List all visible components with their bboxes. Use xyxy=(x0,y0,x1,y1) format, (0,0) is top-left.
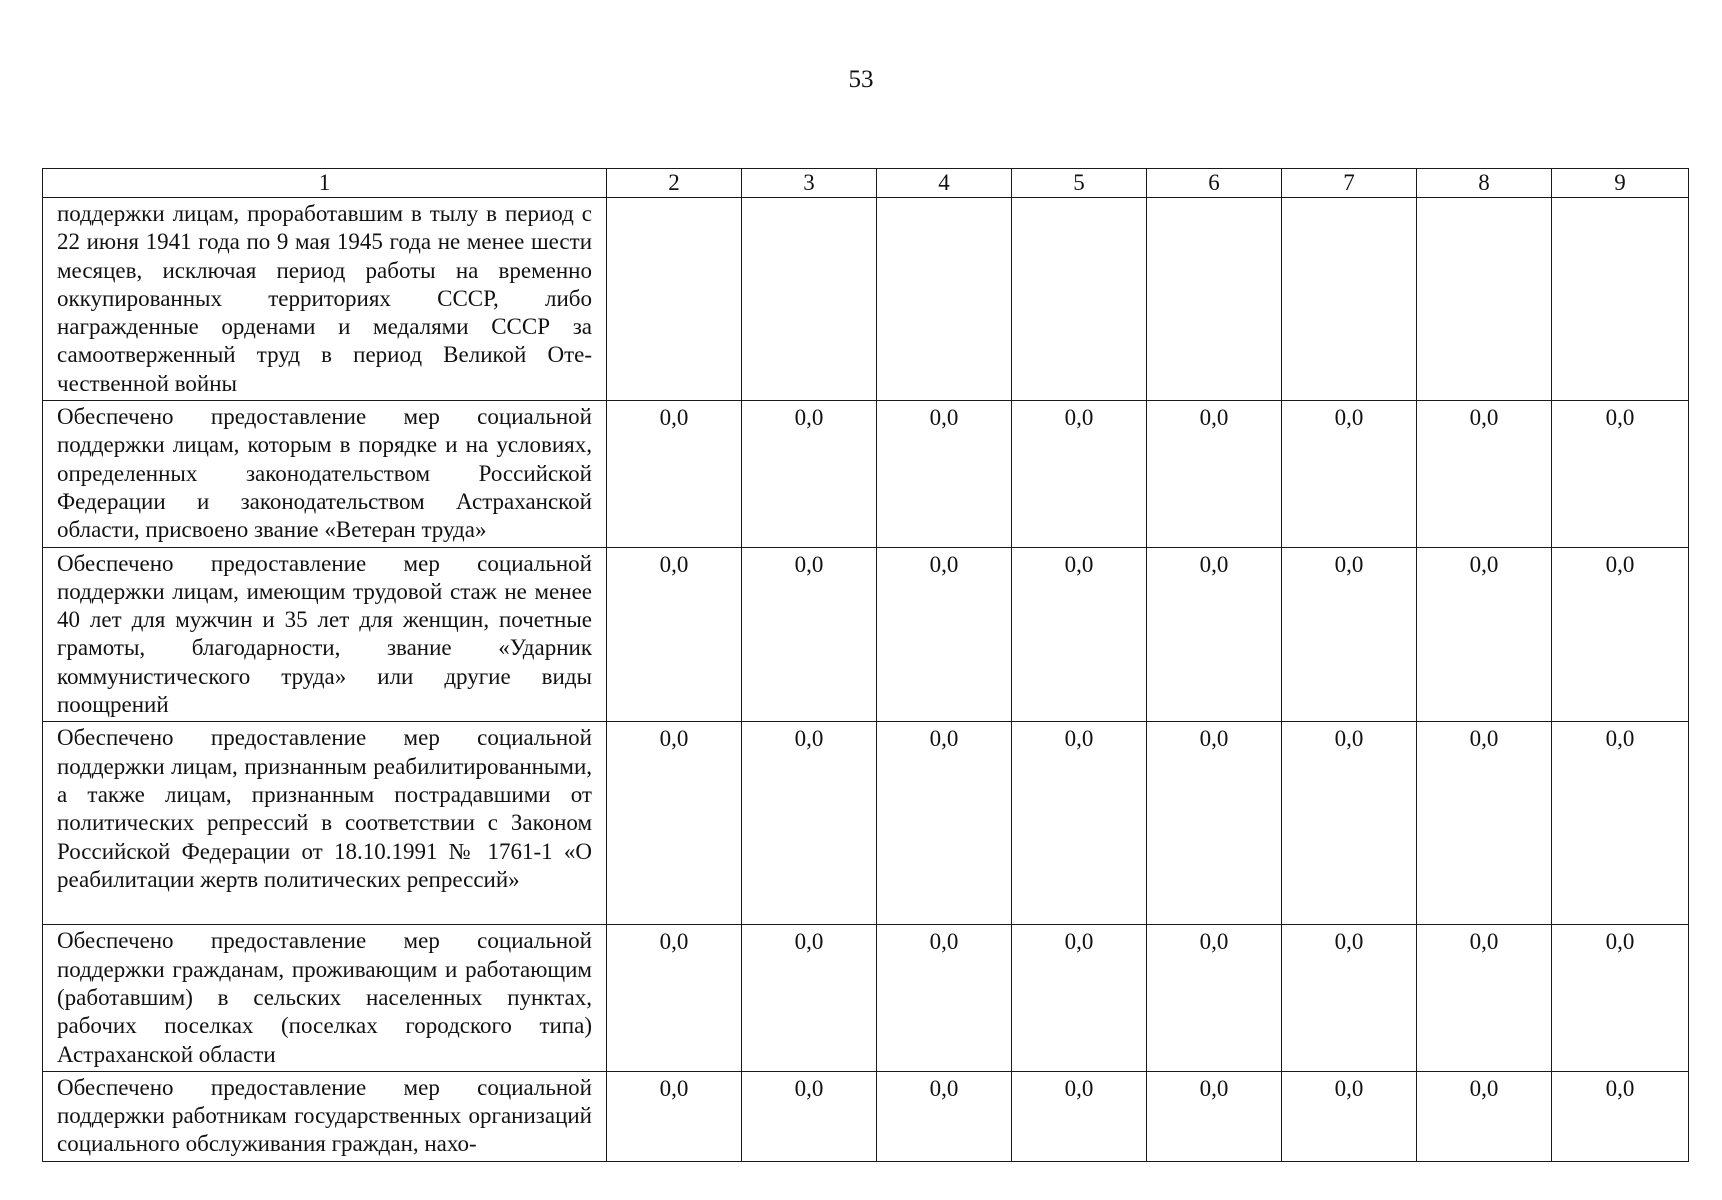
row-description: Обеспечено предоставление мер социальной поддержки работникам государственных организаций социального обслуживания граждан, нахо- xyxy=(43,1071,607,1161)
value-cell xyxy=(607,198,742,401)
value-cell xyxy=(1417,198,1552,401)
value-cell: 0,0 xyxy=(607,401,742,547)
value-cell: 0,0 xyxy=(1012,401,1147,547)
value-cell: 0,0 xyxy=(607,1071,742,1161)
page-number: 53 xyxy=(848,66,874,93)
table-row xyxy=(43,547,1689,722)
value-cell: 0,0 xyxy=(1552,925,1689,1071)
value-cell: 0,0 xyxy=(1417,401,1552,547)
column-header: 2 xyxy=(607,169,742,198)
table-row xyxy=(43,925,1689,1071)
value-cell: 0,0 xyxy=(742,1071,877,1161)
value-cell: 0,0 xyxy=(607,547,742,722)
table-row xyxy=(43,1071,1689,1161)
value-cell: 0,0 xyxy=(877,401,1012,547)
table-row xyxy=(43,722,1689,925)
value-cell: 0,0 xyxy=(742,547,877,722)
value-cell: 0,0 xyxy=(1552,1071,1689,1161)
value-cell: 0,0 xyxy=(1417,547,1552,722)
column-header: 1 xyxy=(43,169,607,198)
value-cell: 0,0 xyxy=(877,925,1012,1071)
value-cell: 0,0 xyxy=(1552,722,1689,925)
value-cell: 0,0 xyxy=(742,401,877,547)
column-header: 5 xyxy=(1012,169,1147,198)
data-table xyxy=(42,168,1689,1162)
row-description: Обеспечено предоставление мер социальной поддержки лицам, которым в порядке и на условиях, определенных законодательством Российской Федерации и законодательством Астраханской области, присвоено звание «Ветеран труда» xyxy=(43,401,607,547)
table-header-row xyxy=(43,169,1689,198)
value-cell: 0,0 xyxy=(1282,547,1417,722)
value-cell: 0,0 xyxy=(1417,1071,1552,1161)
value-cell xyxy=(742,198,877,401)
value-cell: 0,0 xyxy=(1552,547,1689,722)
value-cell xyxy=(1147,198,1282,401)
row-description: Обеспечено предоставление мер социальной поддержки гражданам, проживающим и работающим (работавшим) в сельских населенных пунктах, рабочих поселках (поселках городского типа) Астраханской области xyxy=(43,925,607,1071)
value-cell: 0,0 xyxy=(877,547,1012,722)
table-row xyxy=(43,198,1689,401)
column-header: 6 xyxy=(1147,169,1282,198)
value-cell xyxy=(1552,198,1689,401)
value-cell: 0,0 xyxy=(1012,722,1147,925)
value-cell: 0,0 xyxy=(1147,547,1282,722)
value-cell: 0,0 xyxy=(607,925,742,1071)
table-row xyxy=(43,401,1689,547)
row-description: Обеспечено предоставление мер социальной поддержки лицам, имеющим трудовой стаж не менее 40 лет для мужчин и 35 лет для женщин, почетные грамоты, благодарности, звание «Ударник коммунистического труда» или другие виды поощрений xyxy=(43,547,607,722)
column-header: 8 xyxy=(1417,169,1552,198)
value-cell xyxy=(1282,198,1417,401)
value-cell: 0,0 xyxy=(1012,925,1147,1071)
value-cell: 0,0 xyxy=(1147,722,1282,925)
column-header: 7 xyxy=(1282,169,1417,198)
value-cell: 0,0 xyxy=(1282,925,1417,1071)
column-header: 3 xyxy=(742,169,877,198)
value-cell: 0,0 xyxy=(1147,1071,1282,1161)
value-cell: 0,0 xyxy=(1282,722,1417,925)
value-cell: 0,0 xyxy=(1147,401,1282,547)
value-cell: 0,0 xyxy=(1552,401,1689,547)
value-cell xyxy=(1012,198,1147,401)
value-cell: 0,0 xyxy=(742,722,877,925)
row-description: Обеспечено предоставление мер социальной поддержки лицам, признанным реабилитированными, а также лицам, признанным пострадавшими от политических репрессий в соответствии с Законом Российской Федерации от 18.10.1991 № 1761-1 «О реабилитации жертв политических репрессий» xyxy=(43,722,607,925)
value-cell: 0,0 xyxy=(1282,401,1417,547)
value-cell: 0,0 xyxy=(877,722,1012,925)
column-header: 9 xyxy=(1552,169,1689,198)
value-cell xyxy=(877,198,1012,401)
value-cell: 0,0 xyxy=(1282,1071,1417,1161)
value-cell: 0,0 xyxy=(1012,1071,1147,1161)
row-description: поддержки лицам, проработавшим в тылу в период с 22 июня 1941 года по 9 мая 1945 года не менее шести месяцев, исключая период работы на временно оккупированных территориях СССР, либо награжденные орденами и медалями СССР за самоотверженный труд в период Великой Отечественной войны xyxy=(43,198,607,401)
value-cell: 0,0 xyxy=(607,722,742,925)
value-cell: 0,0 xyxy=(742,925,877,1071)
value-cell: 0,0 xyxy=(1417,722,1552,925)
value-cell: 0,0 xyxy=(1147,925,1282,1071)
value-cell: 0,0 xyxy=(877,1071,1012,1161)
value-cell: 0,0 xyxy=(1012,547,1147,722)
value-cell: 0,0 xyxy=(1417,925,1552,1071)
column-header: 4 xyxy=(877,169,1012,198)
